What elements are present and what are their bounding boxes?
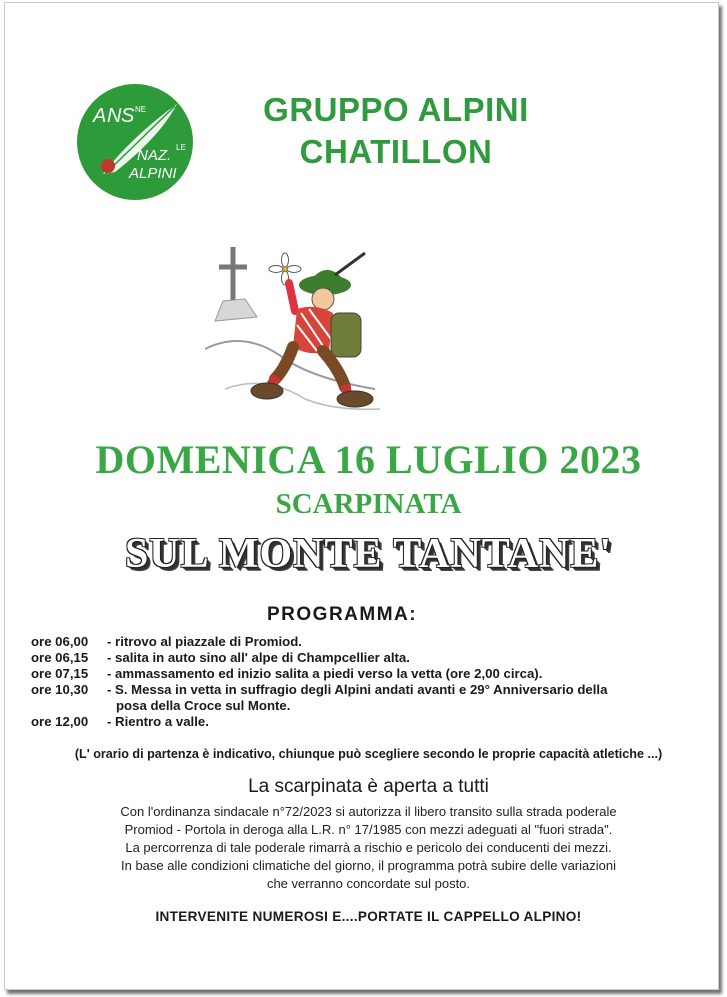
programme-activity-line-2: posa della Croce sul Monte. bbox=[116, 698, 291, 713]
programme-list bbox=[31, 634, 711, 730]
programme-item bbox=[31, 650, 711, 666]
programme-activity: - Rientro a valle. bbox=[107, 714, 209, 729]
programme-time: ore 06,00 bbox=[31, 634, 89, 649]
programme-time: ore 07,15 bbox=[31, 666, 89, 681]
closing-call: INTERVENITE NUMEROSI E....PORTATE IL CAPPELLO ALPINO! bbox=[155, 909, 582, 924]
info-line: che verranno concordate sul posto. bbox=[266, 876, 471, 891]
info-paragraph bbox=[35, 803, 702, 893]
programme-activity-line-1: - S. Messa in vetta in suffragio degli Alpini andati avanti e 29° Anniversario della bbox=[107, 682, 608, 697]
programme-activity: - ritrovo al piazzale di Promiod. bbox=[107, 634, 302, 649]
info-line: Promiod - Portola in deroga alla L.R. n° 17/1985 con mezzi adeguati al "fuori strada". bbox=[124, 822, 613, 837]
group-header bbox=[211, 89, 581, 173]
programme-activity bbox=[107, 682, 711, 714]
programme-item bbox=[31, 714, 711, 730]
event-date: DOMENICA 16 LUGLIO 2023 bbox=[95, 437, 642, 482]
programme-item bbox=[31, 666, 711, 682]
programme-time: ore 10,30 bbox=[31, 682, 89, 697]
info-line: La percorrenza di tale poderale rimarrà a rischio e pericolo dei conducenti dei mezzi. bbox=[125, 840, 612, 855]
logo-letter-s: S bbox=[121, 105, 135, 127]
header-line-2: CHATILLON bbox=[299, 133, 493, 170]
logo-letter-a: A bbox=[93, 105, 107, 127]
event-subtitle: SCARPINATA bbox=[275, 488, 462, 520]
programme-activity: - ammassamento ed inizio salita a piedi verso la vetta (ore 2,00 circa). bbox=[107, 666, 543, 681]
logo-letter-n: N bbox=[107, 105, 122, 127]
programme-time: ore 06,15 bbox=[31, 650, 89, 665]
logo-naz: NAZ. bbox=[137, 147, 172, 164]
programme-item bbox=[31, 682, 711, 714]
programme-time: ore 12,00 bbox=[31, 714, 89, 729]
open-to-all-heading: La scarpinata è aperta a tutti bbox=[248, 776, 489, 797]
logo-le: LE bbox=[176, 143, 186, 152]
event-mountain: SUL MONTE TANTANE' bbox=[124, 531, 613, 577]
logo-alpini: ALPINI bbox=[129, 165, 177, 182]
info-line: Con l'ordinanza sindacale n°72/2023 si autorizza il libero transito sulla strada poderale bbox=[120, 804, 617, 819]
header-line-1: GRUPPO ALPINI bbox=[263, 91, 529, 128]
poster-sheet bbox=[4, 2, 719, 990]
programme-item bbox=[31, 634, 711, 650]
info-line: In base alle condizioni climatiche del giorno, il programma potrà subire delle variazioni bbox=[121, 858, 616, 873]
programme-title: PROGRAMMA: bbox=[267, 604, 418, 625]
ana-logo-icon bbox=[75, 82, 195, 202]
programme-note: (L' orario di partenza è indicativo, chiunque può scegliere secondo le proprie capacità atletiche ...) bbox=[74, 747, 663, 761]
logo-ne: NE bbox=[135, 105, 147, 114]
programme-activity: - salita in auto sino all' alpe di Champcellier alta. bbox=[107, 650, 410, 665]
alpino-hiker-icon bbox=[205, 239, 385, 417]
